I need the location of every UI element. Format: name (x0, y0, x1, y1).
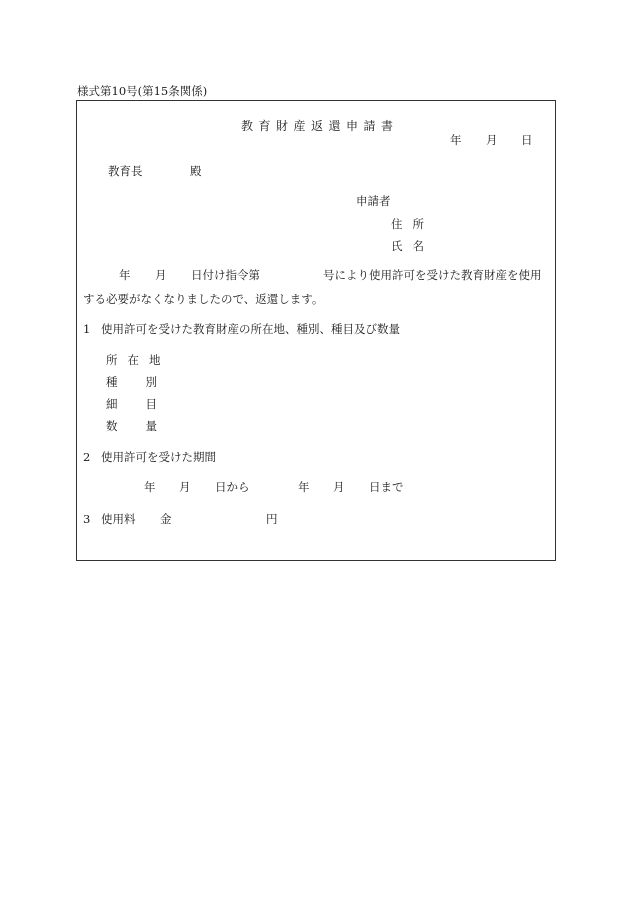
section3-kin: 金 (160, 512, 172, 526)
applicant-label: 申請者 (356, 194, 391, 208)
date-month: 月 (486, 133, 498, 147)
period-to-year: 年 (298, 480, 310, 494)
form-title: 教育財産返還申請書 (241, 119, 399, 133)
body-year: 年 (119, 268, 131, 282)
section3-label: 使用料 (101, 512, 136, 526)
applicant-address-label: 住所 (391, 217, 434, 231)
addressee-honorific: 殿 (190, 164, 202, 178)
period-from-month: 月 (179, 480, 191, 494)
applicant-name-label: 氏名 (391, 239, 434, 253)
section1-item-quantity: 数量 (106, 419, 185, 433)
body-month: 月 (155, 268, 167, 282)
body-line2: する必要がなくなりましたので、返還します。 (83, 292, 324, 306)
period-to-month: 月 (333, 480, 345, 494)
date-year: 年 (450, 133, 462, 147)
section3-unit: 円 (266, 512, 278, 526)
form-number: 様式第10号(第15条関係) (77, 84, 208, 98)
body-day-ref: 日付け指令第 (191, 268, 260, 282)
period-from-year: 年 (144, 480, 156, 494)
section3-number: 3 (83, 512, 91, 526)
date-day: 日 (521, 133, 533, 147)
section1-title: 使用許可を受けた教育財産の所在地、種別、種目及び数量 (101, 322, 400, 336)
section1-number: 1 (83, 322, 91, 336)
body-line1-rest: 号により使用許可を受けた教育財産を使用 (323, 268, 542, 282)
period-from-day: 日から (215, 480, 250, 494)
section1-item-detail: 細目 (106, 397, 185, 411)
section2-number: 2 (83, 450, 91, 464)
period-to-day: 日まで (369, 480, 404, 494)
addressee-office: 教育長 (108, 164, 143, 178)
section1-item-type: 種別 (106, 375, 185, 389)
section1-item-location: 所在地 (106, 353, 171, 367)
section2-title: 使用許可を受けた期間 (101, 450, 216, 464)
